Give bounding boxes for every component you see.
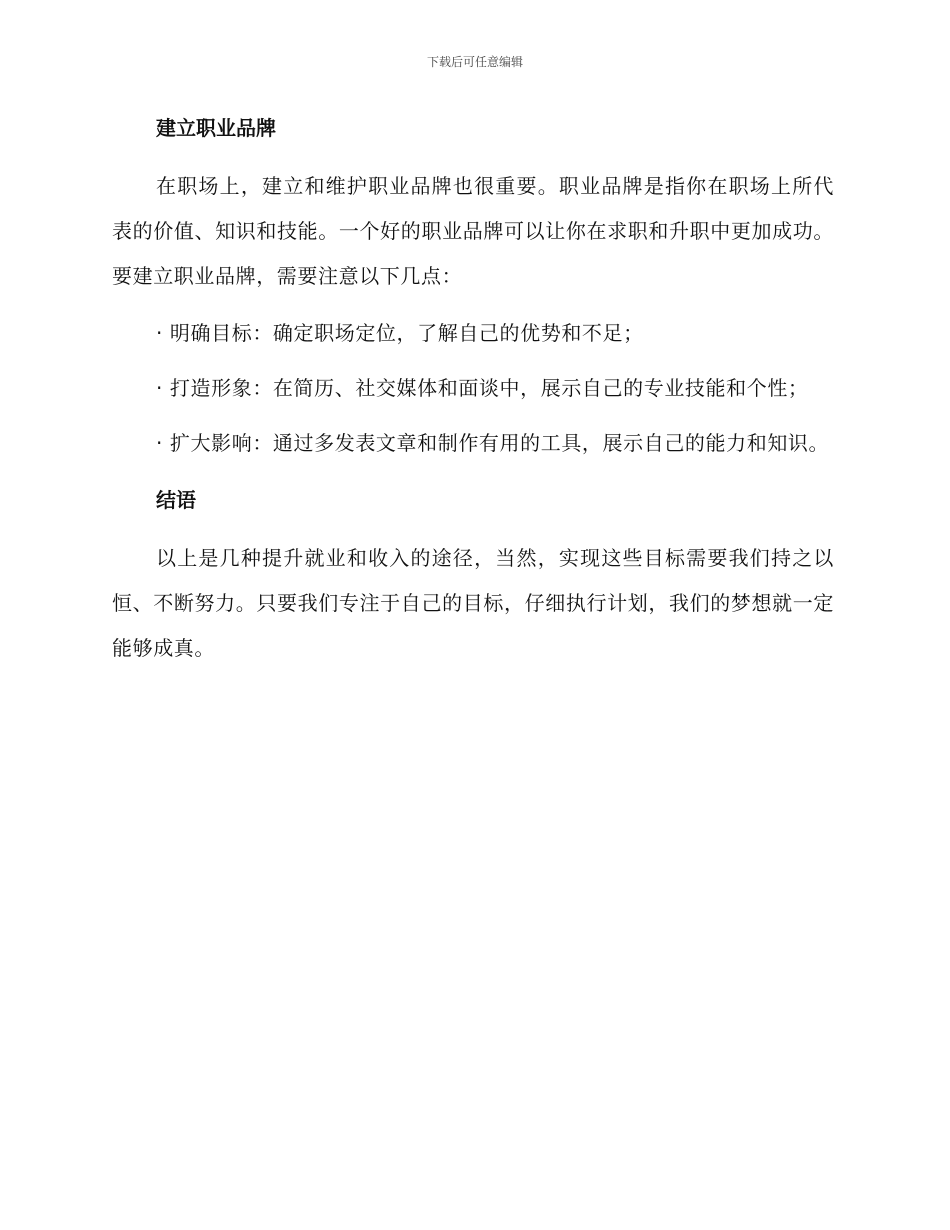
paragraph-conclusion: 以上是几种提升就业和收入的途径，当然，实现这些目标需要我们持之以恒、不断努力。只要我们专注于自己的目标，仔细执行计划，我们的梦想就一定能够成真。 — [112, 546, 834, 660]
bullet-build-image: · 打造形象：在简历、社交媒体和面谈中，展示自己的专业技能和个性； — [156, 376, 809, 400]
section-heading-conclusion: 结语 — [156, 488, 196, 512]
page-header-note: 下载后可任意编辑 — [426, 55, 523, 69]
section-heading-career-brand: 建立职业品牌 — [156, 116, 276, 140]
paragraph-career-brand-intro: 在职场上，建立和维护职业品牌也很重要。职业品牌是指你在职场上所代表的价值、知识和技能。一个好的职业品牌可以让你在求职和升职中更加成功。要建立职业品牌，需要注意以下几点： — [112, 174, 834, 288]
bullet-clear-goals: · 明确目标：确定职场定位，了解自己的优势和不足； — [156, 321, 644, 345]
document-body — [112, 106, 834, 671]
bullet-expand-influence: · 扩大影响：通过多发表文章和制作有用的工具，展示自己的能力和知识。 — [156, 431, 830, 455]
